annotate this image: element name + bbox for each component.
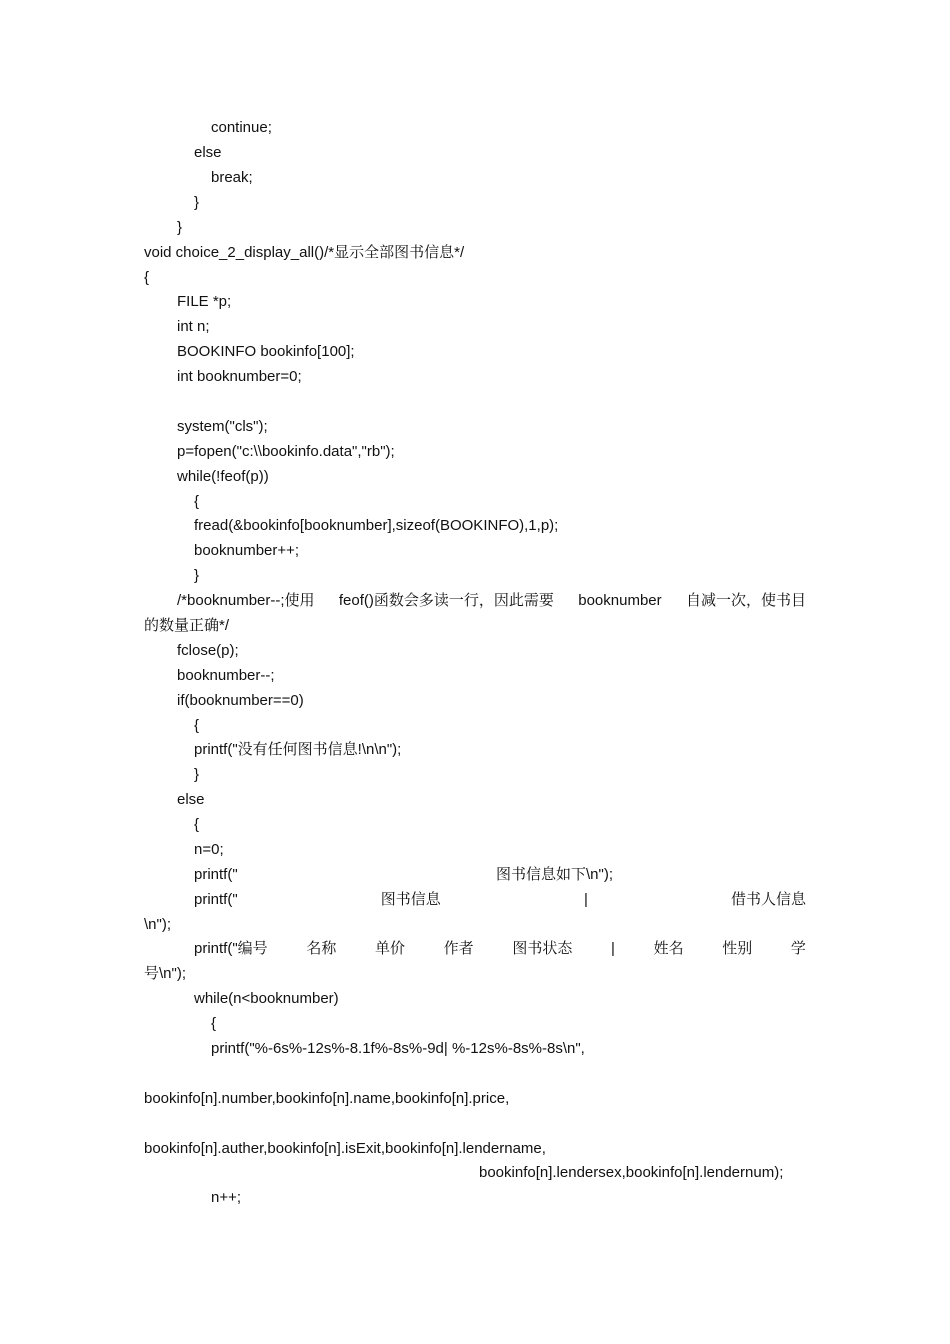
code-line: bookinfo[n].number,bookinfo[n].name,bookinfo[n].price, — [144, 1090, 510, 1107]
code-line: printf(" — [194, 866, 238, 883]
header-part: 性别 — [722, 940, 753, 957]
code-line: } — [194, 567, 200, 584]
header-part: | — [583, 891, 588, 908]
code-line: \n"); — [144, 916, 171, 933]
comment-part: 自减一次，使书目 — [685, 592, 806, 609]
header-part: 图书状态 — [512, 940, 573, 957]
header-part: 单价 — [375, 940, 406, 957]
code-line: } — [194, 194, 200, 211]
code-line: bookinfo[n].auther,bookinfo[n].isExit,bookinfo[n].lendername, — [144, 1140, 546, 1157]
comment-part: booknumber — [578, 592, 662, 609]
code-line: booknumber++; — [194, 542, 300, 559]
code-line: n++; — [211, 1189, 242, 1206]
code-line: if(booknumber==0) — [177, 692, 304, 709]
header-part: 图书信息 — [380, 891, 441, 908]
code-line: break; — [211, 169, 253, 186]
code-line: while(!feof(p)) — [177, 468, 269, 485]
code-line: while(n<booknumber) — [194, 990, 339, 1007]
code-line: else — [194, 144, 222, 161]
code-line: printf("没有任何图书信息!\n\n"); — [194, 741, 402, 758]
code-line: bookinfo[n].lendersex,bookinfo[n].lendernum); — [479, 1164, 784, 1181]
code-line: { — [211, 1015, 217, 1032]
header-part: 学 — [790, 940, 806, 957]
header-part: 作者 — [443, 940, 474, 957]
code-line: n=0; — [194, 841, 224, 858]
code-line: printf("%-6s%-12s%-8.1f%-8s%-9d| %-12s%-8s%-8s\n", — [211, 1040, 585, 1057]
code-line: continue; — [211, 119, 272, 136]
code-line: int n; — [177, 318, 210, 335]
code-line: void choice_2_display_all()/*显示全部图书信息*/ — [144, 244, 465, 261]
code-line: { — [194, 816, 200, 833]
header-part: | — [611, 940, 615, 957]
code-line: { — [144, 269, 150, 286]
code-line: 的数量正确*/ — [144, 617, 230, 634]
header-part: printf(" — [194, 891, 238, 908]
code-line: 图书信息如下\n"); — [496, 866, 613, 883]
code-line: 号\n"); — [144, 965, 186, 982]
code-line: { — [194, 717, 200, 734]
code-line: p=fopen("c:\\bookinfo.data","rb"); — [177, 443, 395, 460]
code-line: booknumber--; — [177, 667, 275, 684]
code-line: } — [177, 219, 183, 236]
code-line: } — [194, 766, 200, 783]
code-line: BOOKINFO bookinfo[100]; — [177, 343, 355, 360]
code-line: { — [194, 493, 200, 510]
code-line: system("cls"); — [177, 418, 268, 435]
header-printf-line — [194, 890, 806, 910]
header-part: 名称 — [306, 940, 337, 957]
header-part: 借书人信息 — [730, 891, 806, 908]
code-line: int booknumber=0; — [177, 368, 302, 385]
comment-line — [177, 591, 806, 611]
comment-part: feof()函数会多读一行，因此需要 — [338, 592, 554, 609]
header-part: 姓名 — [653, 940, 684, 957]
columns-printf-line — [194, 939, 806, 959]
comment-part: /*booknumber--;使用 — [177, 592, 315, 609]
code-line: fclose(p); — [177, 642, 239, 659]
code-line: else — [177, 791, 205, 808]
code-line: FILE *p; — [177, 293, 232, 310]
header-part: printf("编号 — [194, 940, 268, 957]
code-line: fread(&bookinfo[booknumber],sizeof(BOOKINFO),1,p); — [194, 517, 559, 534]
